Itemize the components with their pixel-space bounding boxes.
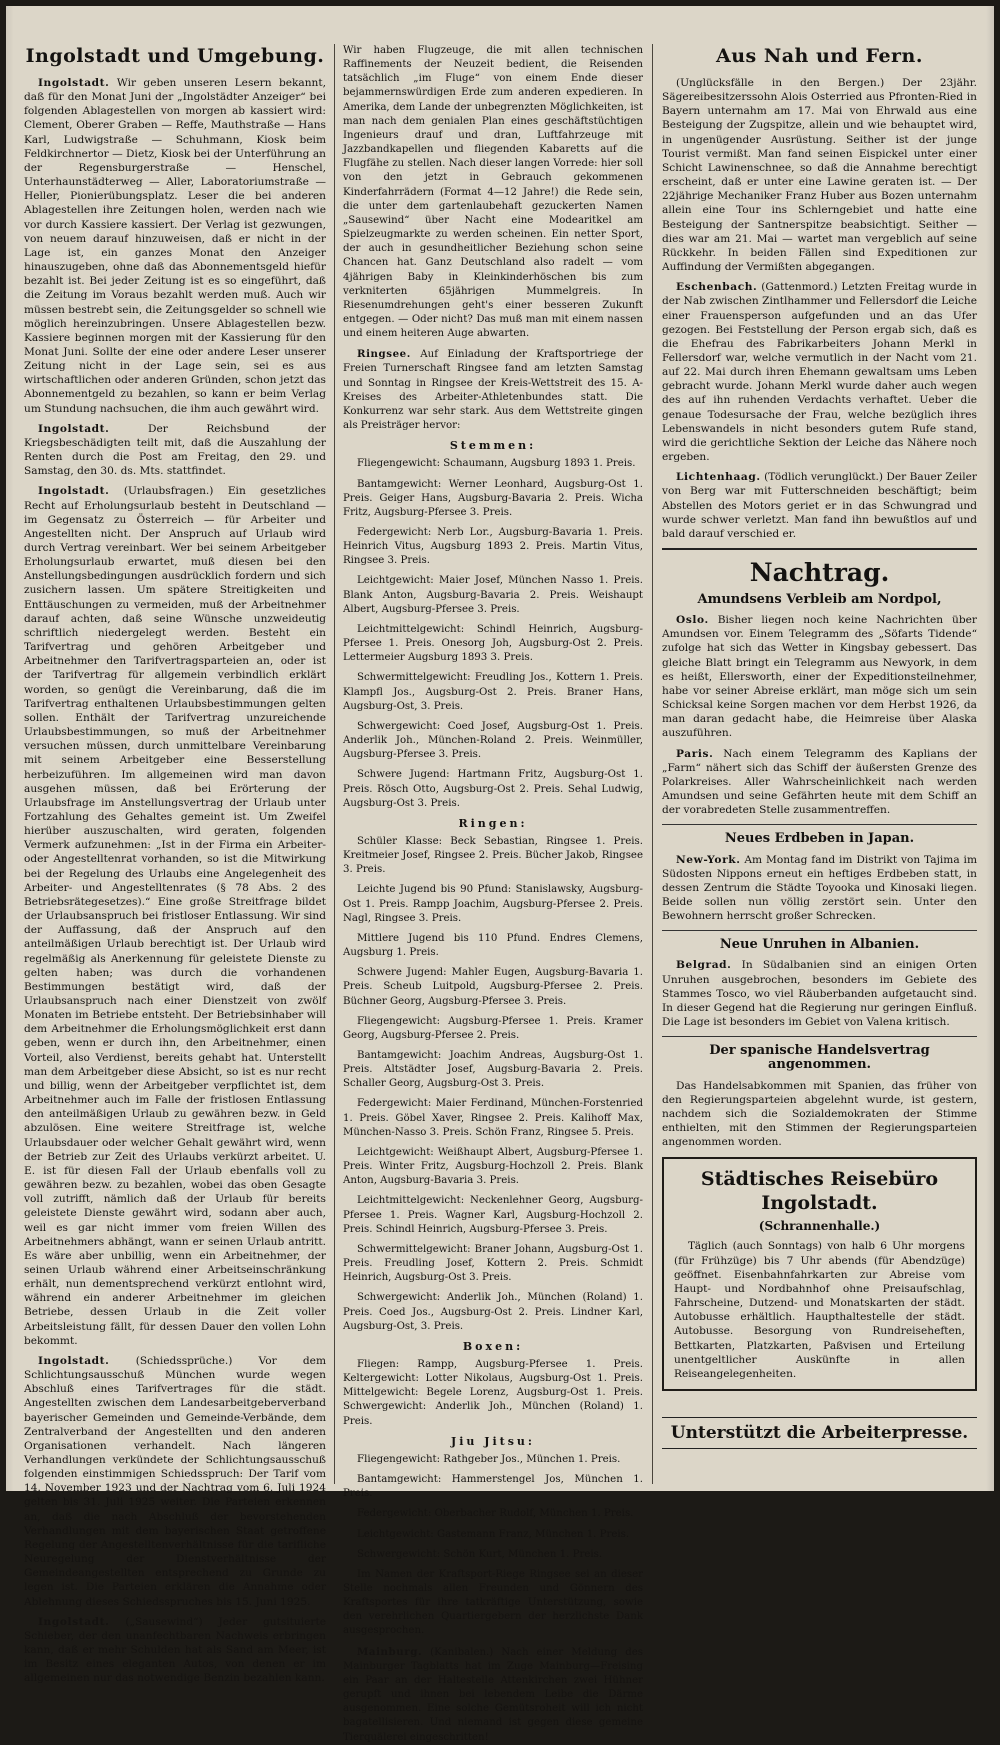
- article-bergunfaelle: (Unglücksfälle in den Bergen.) Der 23jähr. Sägereibesitzerssohn Alois Osterried aus Pfronten-Ried in Bayern unternahm am 17. Mai von Ehrwald aus eine Besteigung der Zugspitze, allein und wie behauptet wird, in ungenügender Ausrüstung. Seither ist der junge Tourist vermißt. Man fand seinen Eispickel unter einer Schicht Lawinenschnee, so daß die Annahme berechtigt erscheint, daß er unter eine Lawine geraten ist. — Der 22jährige Mechaniker Franz Huber aus Bozen unternahm allein eine Tour ins Schlerngebiet und hatte eine Besteigung der Santnerspitze beabsichtigt. Seither — dies war am 21. Mai — wartet man vergeblich auf seine Rückkehr. In beiden Fällen sind Expeditionen zur Auffindung der Vermißten abgegangen.: [662, 77, 977, 274]
- article-text: (Urlaubsfragen.) Ein gesetzliches Recht auf Erholungsurlaub besteht in Deutschland — im Gegensatz zu Österreich — für Arbeiter und Angestellten nicht. Der Anspruch auf Urlaub wird durch Vertrag vereinbart. Wer bei seinem Arbeitgeber Erholungsurlaub erwartet, muß diesen bei den Anstellungsbedingungen ausdrücklich fordern und sich zusichern lassen. Um spätere Streitigkeiten und Enttäuschungen zu vermeiden, muß der Arbeitnehmer darauf achten, daß seine Wünsche unzweideutig schriftlich niedergelegt werden. Besteht ein Tarifvertrag und gehören Arbeitgeber und Arbeitnehmer den Tarifvertragsparteien an, oder ist der Tarifvertrag für allgemein verbindlich erklärt worden, so genügt die Vereinbarung, daß die im Tarifvertrag enthaltenen Urlaubsbestimmungen gelten sollen. Enthält der Tarifvertrag unzureichende Urlaubsbestimmungen, so muß der Arbeitnehmer versuchen müssen, durch unmittelbare Vereinbarung mit seinem Arbeitgeber eine Besserstellung herbeizuführen. Im allgemeinen wird man davon ausgehen müssen, daß bei Erörterung der Urlaubsfrage im Anstellungsvertrag der Urlaub unter Fortzahlung des Gehaltes gemeint ist. Um Zweifel hierüber auszuschalten, wird geraten, folgenden Vermerk aufzunehmen: „Ist in der Firma ein Arbeiter- oder Angestelltenrat vorhanden, so ist die Mitwirkung bei der Regelung des Urlaubs eine Angelegenheit des Arbeiter- und Angestelltenrates (§ 78 Abs. 2 des Betriebsrätegesetzes).“ Eine große Streitfrage bildet der Urlaubsanspruch bei fristloser Entlassung. Wir sind der Auffassung, daß der Anspruch auf den anteilmäßigen Urlaub berechtigt ist. Der Urlaub wird regelmäßig als Anerkennung für geleistete Dienste zu gelten haben; was durch die vorhandenen Bestimmungen bestätigt wird, daß der Urlaubsanspruch nach einer Dienstzeit von zwölf Monaten im Betriebe entsteht. Der Betriebsinhaber will dem Arbeitnehmer die Erholungsmöglichkeit erst dann geben, wenn er durch ihn, den Arbeitnehmer, einen Vorteil, also Verdienst, bereits gehabt hat. Unterstellt man dem Arbeitgeber diese Absicht, so ist es nur recht und billig, wenn der Arbeitgeber verpflichtet ist, dem Arbeitnehmer auch im Falle der fristlosen Entlassung den anteilmäßigen Urlaub zu gewähren bezw. in Geld abzulösen. Eine weitere Streitfrage ist, welche Urlaubsdauer oder welcher Gehalt gewährt wird, wenn der Betrieb zur Zeit des Urlaubs verkürzt arbeitet. U. E. ist für diesen Fall der Urlaub ebenfalls voll zu gewähren bezw. zu bezahlen, wobei das oben Gesagte voll zutrifft, nämlich daß der Urlaub für bereits geleistete Dienste gewährt wird, sodann aber auch, weil es gar nicht immer vom freien Willen des Arbeitnehmers abhängt, wann er seinen Urlaub antritt. Es wäre aber unbillig, wenn ein Arbeitnehmer, der seinen Urlaub während einer Arbeitseinschränkung erhält, nun dementsprechend verkürzt entlohnt wird, während ein anderer Arbeitnehmer im gleichen Betriebe, dessen Urlaub in die Zeit voller Arbeitsleistung fällt, für dessen Dauer den vollen Lohn bekommt.: [24, 485, 326, 1347]
- result-entry: Schwermittelgewicht: Freudling Jos., Kottern 1. Preis. Klampfl Jos., Augsburg-Ost 2. Preis. Braner Hans, Augsburg-Ost, 3. Preis.: [343, 672, 643, 712]
- article-dateline: Ingolstadt.: [38, 485, 110, 498]
- column-regional-news: [662, 44, 977, 1484]
- article-dateline: New-York.: [676, 853, 741, 866]
- article-mainburg: [343, 1645, 643, 1745]
- result-entry: Bantamgewicht: Joachim Andreas, Augsburg-Ost 1. Preis. Altstädter Josef, Augsburg-Bavaria 2. Preis. Schaller Georg, Augsburg-Ost 3. Preis.: [343, 1050, 643, 1090]
- article-urlaubsfragen: [24, 484, 326, 1348]
- article-dateline: Ingolstadt.: [38, 77, 110, 89]
- article-dateline: Mainburg.: [357, 1645, 423, 1658]
- result-entry: Leichte Jugend bis 90 Pfund: Stanislawsky, Augsburg-Ost 1. Preis. Rampp Joachim, Augsburg-Pfersee 2. Preis. Nagl, Ringsee 3. Preis.: [343, 884, 643, 924]
- results-jiujitsu: [343, 1453, 643, 1562]
- result-entry: Schwergewicht: Coed Josef, Augsburg-Ost 1. Preis. Anderlik Joh., München-Roland 2. Preis. Weinmüller, Augsburg-Pfersee 3. Preis.: [343, 720, 643, 761]
- result-entry: Fliegengewicht: Augsburg-Pfersee 1. Preis. Kramer Georg, Augsburg-Pfersee 2. Preis.: [343, 1015, 643, 1041]
- article-dateline: Ringsee.: [357, 348, 411, 361]
- divider: [662, 548, 977, 550]
- article-paris: [662, 747, 977, 818]
- result-entry: Schwermittelgewicht: Braner Johann, Augsburg-Ost 1. Preis. Freudling Josef, Kottern 2. Preis. Schmidt Heinrich, Augsburg-Ost 3. Preis.: [343, 1243, 643, 1284]
- result-entry: Federgewicht: Oberbacher Rudolf, München 1. Preis.: [357, 1508, 634, 1520]
- article-text: (Gattenmord.) Letzten Freitag wurde in der Nab zwischen Zintlhammer und Fellersdorf die Leiche einer Frauensperson aufgefunden und an das Ufer gezogen. Bei Feststellung der Person ergab sich, daß es die Ehefrau des Fabrikarbeiters Johann Merkl in Fellersdorf war, welche vermutlich in der Nacht vom 21. auf 22. Mai durch ihren Ehemann gewaltsam ums Leben gebracht wurde. Johann Merkl wurde daher auch wegen des auf ihn ruhenden Verdachts verhaftet. Ueber die genaue Todesursache der Frau, welche bezüglich ihres Lebenswandels in nicht besonders gutem Rufe stand, wird die gerichtliche Sektion der Leiche das Nähere noch ergeben.: [662, 281, 977, 464]
- results-boxen: Fliegen: Rampp, Augsburg-Pfersee 1. Preis. Keltergewicht: Lotter Nikolaus, Augsburg-Ost 1. Preis. Mittelgewicht: Begele Lorenz, Augsburg-Ost 1. Preis. Schwergewicht: Anderlik Joh., München (Roland) 1. Preis.: [343, 1358, 643, 1427]
- article-dank: Im Namen der Kraftsport-Riege Ringsee sei an dieser Stelle nochmals allen Freunden und Gönnern des Kraftsportes für ihre tatkräftige Unterstützung, sowie den verehrlichen Quartiergebern der herzlichste Dank ausgesprochen.: [343, 1568, 643, 1637]
- divider: [662, 930, 977, 931]
- article-text: („Sausewind“) Jeder gutsituierte Schieber, der den unanfechtbaren Nachweis erbringen kann, daß er mehr Schulden hat als Sand am Meer, ist im Besitz eines eleganten Autos, von denen er im allgemeinen nur das notwendige Benzin bezahlen kann.: [24, 1615, 326, 1685]
- article-text: (Schiedssprüche.) Vor dem Schlichtungsausschuß München wurde wegen Abschluß eines Tarifvertrages für die städt. Angestellten zwischen dem Landesarbeitgeberverband bayerischer Gemeinden und Gemeinde-Verbände, dem Zentralverband der Angestellten und den anderen Organisationen verhandelt. Nach längeren Verhandlungen verkündete der Schlichtungsausschuß folgenden einstimmigen Schiedsspruch: Der Tarif vom 14. November 1923 und der Nachtrag vom 6. Juli 1924 gelten bis 31. Juli 1925 weiter. Die Parteien erkennen an, daß die nach Abschluß der bevorstehenden Verhandlungen mit dem bayerischen Staat getroffene Regelung der Angestelltenverhältnisse für die tarifliche Neuregelung der Dienstverhältnisse der Gemeindeangestellten entsprechend zu Grunde zu legen ist. Die Parteien erklären die Annahme oder Ablehnung dieses Schiedsspruches bis 15. Juni 1925.: [24, 1354, 326, 1608]
- column-rule: [652, 44, 653, 1484]
- article-text: Wir geben unseren Lesern bekannt, daß für den Monat Juni der „Ingolstädter Anzeiger“ bei folgenden Ablagestellen von morgen ab kassiert wird: Clement, Oberer Graben — Reffe, Mauthstraße — Hans Karl, Ludwigstraße — Schuhmann, Kiosk beim Feldkirchnertor — Dietz, Kiosk bei der Unterführung an der Regensburgerstraße — Henschel, Unterhaunstädterweg — Aller, Laboratoriumstraße — Heller, Pionierübungsplatz. Leser die bei anderen Ablagestellen ihre Zeitungen holen, werden nach wie vor durch Kassiere kassiert. Der Verlag ist gezwungen, von neuem darauf hinzuweisen, daß er nicht in der Lage ist, ein ganzes Monat den Anzeiger hinauszugeben, ohne daß das Abonnementsgeld hiefür bezahlt ist. Bei jeder Zeitung ist es so eingeführt, daß die Zeitung im Voraus bezahlt werden muß. Auch wir müssen bestrebt sein, die Zeitungsgelder so schnell wie möglich hereinzubringen. Unsere Ablagestellen bezw. Kassiere beginnen morgen mit der Kassierung für den Monat Juni. Sollte der eine oder andere Leser unserer Zeitung nicht in der Lage sein, sei es aus wirtschaftlichen oder anderen Gründen, schon jetzt das Abonnementgeld zu bezahlen, so kann er beim Verlag um Stundung nachsuchen, die ihm auch gewährt wird.: [24, 77, 326, 415]
- column-local-news: [24, 44, 326, 1685]
- divider: [662, 1036, 977, 1037]
- subsection-stemmen: Stemmen:: [449, 439, 537, 453]
- article-dateline: Eschenbach.: [676, 281, 758, 294]
- result-entry: Bantamgewicht: Hammerstengel Jos, München 1. Preis.: [343, 1474, 643, 1500]
- ad-subtitle: (Schrannenhalle.): [758, 1219, 881, 1234]
- result-entry: Federgewicht: Maier Ferdinand, München-Forstenried 1. Preis. Göbel Xaver, Ringsee 2. Preis. Kalihoff Max, München-Nasso 3. Preis. Schön Franz, Ringsee 5. Preis.: [343, 1098, 643, 1138]
- newspaper-page: [6, 6, 994, 1743]
- result-entry: Mittlere Jugend bis 110 Pfund. Endres Clemens, Augsburg 1. Preis.: [343, 932, 643, 959]
- headline-handelsvertrag: Der spanische Handelsvertrag angenommen.: [709, 1043, 930, 1073]
- result-entry: Fliegengewicht: Rathgeber Jos., München 1. Preis.: [357, 1453, 621, 1465]
- result-entry: Leichtmittelgewicht: Schindl Heinrich, Augsburg-Pfersee 1. Preis. Onesorg Joh, Augsburg-Ost 2. Preis. Lettermeier Augsburg 1893 3. Preis.: [343, 623, 643, 664]
- results-ringen: [343, 835, 643, 1334]
- ad-body: Täglich (auch Sonntags) von halb 6 Uhr morgens (für Frühzüge) bis 7 Uhr abends (für Abendzüge) geöffnet. Eisenbahnfahrkarten zur Abreise vom Haupt- und Nordbahnhof ohne Preisaufschlag, Fahrscheine, Dutzend- und Monatskarten der städt. Autobusse erhältlich. Haupthaltestelle der städt. Autobusse. Besorgung von Rundreiseheften, Bettkarten, Platzkarten, Paßvisen und Erteilung unentgeltlicher Auskünfte in allen Reiseangelegenheiten.: [674, 1240, 965, 1380]
- article-schiedssprueche: [24, 1354, 326, 1609]
- article-text: Auf Einladung der Kraftsportriege der Freien Turnerschaft Ringsee fand am letzten Samstag und Sonntag in Ringsee der Kreis-Wettstreit des 15. A-Kreises des Arbeiter-Athletenbundes statt. Die Konkurrenz war sehr stark. Aus dem Wettstreite gingen als Preisträger hervor:: [343, 349, 643, 432]
- headline-erdbeben: Neues Erdbeben in Japan.: [724, 831, 915, 847]
- article-text: Am Montag fand im Distrikt von Tajima im Südosten Nippons erneut ein heftiges Erdbeben statt, in dessen Zentrum die Städte Toyooka und Kinosaki liegen. Beide sollen nun völlig zerstört sein. Unter den Bewohnern herrscht großer Schrecken.: [662, 853, 977, 923]
- result-entry: Leichtgewicht: Maier Josef, München Nasso 1. Preis. Blank Anton, Augsburg-Bavaria 2. Preis. Weishaupt Albert, Augsburg-Pfersee 3. Preis.: [343, 575, 643, 615]
- column-rule: [334, 44, 335, 1484]
- article-eschenbach: [662, 280, 977, 464]
- article-handelsvertrag: Das Handelsabkommen mit Spanien, das früher von den Regierungsparteien abgelehnt wurde, ist gestern, nachdem sich die Sozialdemokraten der Stimme enthielten, mit den Stimmen der Regierungsparteien angenommen worden.: [662, 1079, 977, 1149]
- headline-amundsen: Amundsens Verbleib am Nordpol,: [697, 592, 942, 607]
- article-ringsee: [343, 347, 643, 433]
- article-dateline: Ingolstadt.: [38, 1354, 110, 1367]
- results-stemmen: [343, 457, 643, 810]
- article-dateline: Oslo.: [676, 614, 709, 627]
- section-title-nah-fern: Aus Nah und Fern.: [716, 45, 923, 67]
- result-entry: Schwergewicht: Schön Kurt, München 1. Preis.: [357, 1548, 603, 1560]
- article-sausewind-continued: Wir haben Flugzeuge, die mit allen technischen Raffinements der Neuzeit bedient, die Reisenden tatsächlich „im Fluge“ von einem Ende dieser bejammernswürdigen Erde zum anderen expedieren. In Amerika, dem Lande der unbegrenzten Möglichkeiten, ist man nach dem genialen Plan eines geschäftstüchtigen Ingenieurs drauf und dran, Luftfahrzeuge mit Jazzbandkapellen und fliegenden Kabaretts auf die Flugfähe zu stellen. Nach dieser langen Vorrede: hier soll von den jetzt in Gebrauch gekommenen Kinderfahrrädern (Format 4—12 Jahre!) die Rede sein, die unter dem gartenlaubehaft gezuckerten Namen „Sausewind“ über Nacht eine Modearitkel am Spielzeugmarkte zu werden scheinen. Ein netter Sport, der auch in gesundheitlicher Beziehung schon seine Chancen hat. Ganz Deutschland also radelt — vom 4jährigen Baby in Kleinkinderhöschen bis zum verkniterten 65jährigen Mummelgreis. In Riesenumdrehungen geht's einer besseren Zukunft entgegen. — Oder nicht? Das muß man mit einem nassen und einem heiteren Auge abwarten.: [343, 45, 643, 340]
- article-text: In Südalbanien sind an einigen Orten Unruhen ausgebrochen, besonders im Gebiete des Stammes Tosco, wo viel Räuberbanden aufgetaucht sind. In dieser Gegend hat die Regierung nur geringen Einfluß. Die Lage ist besonders im Gebiet von Valena kritisch.: [662, 959, 977, 1029]
- column-sports: [343, 44, 643, 1743]
- article-abonnement: [24, 76, 326, 416]
- subsection-jiujitsu: Jiu Jitsu:: [451, 1434, 535, 1448]
- article-lichtenhaag: [662, 470, 977, 541]
- result-entry: Leichtgewicht: Gastemann Franz, München 1. Preis.: [357, 1528, 630, 1540]
- result-entry: Schwere Jugend: Mahler Eugen, Augsburg-Bavaria 1. Preis. Scheub Luitpold, Augsburg-Pfersee 2. Preis. Büchner Georg, Augsburg-Pfersee 3. Preis.: [343, 967, 643, 1007]
- headline-albanien: Neue Unruhen in Albanien.: [719, 937, 920, 953]
- article-dateline: Ingolstadt.: [38, 422, 110, 435]
- article-belgrad: [662, 958, 977, 1029]
- article-text: Der Reichsbund der Kriegsbeschädigten teilt mit, daß die Auszahlung der Renten durch die Post am Freitag, den 29. und Samstag, den 30. ds. Mts. stattfindet.: [24, 422, 326, 478]
- article-dateline: Paris.: [676, 747, 714, 760]
- advertisement-reisebuero: [662, 1157, 977, 1391]
- result-entry: Leichtmittelgewicht: Neckenlehner Georg, Augsburg-Pfersee 1. Preis. Wagner Karl, Augsburg-Hochzoll 2. Preis. Schindl Heinrich, Augsburg-Pfersee 3. Preis.: [343, 1195, 643, 1235]
- ad-title: Städtisches Reisebüro Ingolstadt.: [700, 1168, 939, 1215]
- result-entry: Schüler Klasse: Beck Sebastian, Ringsee 1. Preis. Kreitmeier Josef, Ringsee 2. Preis. Bücher Jakob, Ringsee 3. Preis.: [343, 835, 643, 876]
- article-sausewind: [24, 1615, 326, 1686]
- slogan-arbeiterpresse: Unterstützt die Arbeiterpresse.: [662, 1417, 977, 1449]
- divider: [662, 824, 977, 825]
- article-text: Bisher liegen noch keine Nachrichten über Amundsen vor. Einem Telegramm des „Söfarts Tidende“ zufolge hat sich das Wetter in Kingsbay gebessert. Das gleiche Blatt bringt ein Telegramm aus Newyork, in dem es heißt, Ellersworth, einer der Expeditionsteilnehmer, habe vor seiner Abreise erklärt, man möge sich um sein Schicksal keine Sorgen machen vor dem Herbst 1926, da man daran gedacht habe, die Heimreise über Alaska auszuführen.: [662, 614, 977, 740]
- article-dateline: Ingolstadt.: [38, 1615, 110, 1628]
- article-oslo: [662, 613, 977, 740]
- result-entry: Schwergewicht: Anderlik Joh., München (Roland) 1. Preis. Coed Jos., Augsburg-Ost 2. Preis. Lindner Karl, Augsburg-Ost, 3. Preis.: [343, 1292, 643, 1332]
- article-text: (Tödlich verunglückt.) Der Bauer Zeiler von Berg war mit Futterschneiden beschäftigt; beim Abstellen des Motors geriet er in das Schwungrad und wurde schwer verletzt. Man fand ihn bewußtlos auf und bald darauf verschied er.: [662, 471, 977, 540]
- article-dateline: Belgrad.: [676, 959, 732, 972]
- section-title-ingolstadt: Ingolstadt und Umgebung.: [25, 45, 325, 67]
- result-entry: Fliegengewicht: Schaumann, Augsburg 1893 1. Preis.: [357, 458, 636, 470]
- result-entry: Federgewicht: Nerb Lor., Augsburg-Bavaria 1. Preis. Heinrich Vitus, Augsburg 1893 2. Preis. Martin Vitus, Ringsee 3. Preis.: [343, 527, 643, 567]
- article-renten: [24, 422, 326, 479]
- article-text: (Kanibalen.) Nach einer Meldung des Mainburger Tagblatts hat im Zuge Mainburg—Freising ein Paar an der Haltestelle Attenkirchen zwei Hühner gerupft und ihnen bei lebendem Leibe die Därme ausgenommen. Eine solche Gemütsroheit will ich nicht bagatellisieren. Und niemand ist gegen diese gemeine Tierquälerei eingeschritten!: [343, 1646, 643, 1743]
- result-entry: Schwere Jugend: Hartmann Fritz, Augsburg-Ost 1. Preis. Rösch Otto, Augsburg-Ost 2. Preis. Sehal Ludwig, Augsburg-Ost 3. Preis.: [343, 769, 643, 809]
- result-entry: Bantamgewicht: Werner Leonhard, Augsburg-Ost 1. Preis. Geiger Hans, Augsburg-Bavaria 2. Preis. Wicha Fritz, Augsburg-Pfersee 3. Preis.: [343, 478, 643, 518]
- result-entry: Leichtgewicht: Weißhaupt Albert, Augsburg-Pfersee 1. Preis. Winter Fritz, Augsburg-Hochzoll 2. Preis. Blank Anton, Augsburg-Bavaria 3. Preis.: [343, 1146, 643, 1187]
- subsection-boxen: Boxen:: [462, 1339, 524, 1353]
- article-dateline: Lichtenhaag.: [676, 471, 761, 484]
- section-title-nachtrag: Nachtrag.: [749, 558, 890, 587]
- subsection-ringen: Ringen:: [458, 816, 528, 830]
- article-text: Nach einem Telegramm des Kaplians der „Farm“ nähert sich das Schiff der äußersten Grenze des Polarkreises. Aller Wahrscheinlichkeit nach werden Amundsen und seine Gefährten heute mit dem Schiff an der vorabredeten Stelle zusammentreffen.: [662, 747, 977, 817]
- article-newyork: [662, 853, 977, 924]
